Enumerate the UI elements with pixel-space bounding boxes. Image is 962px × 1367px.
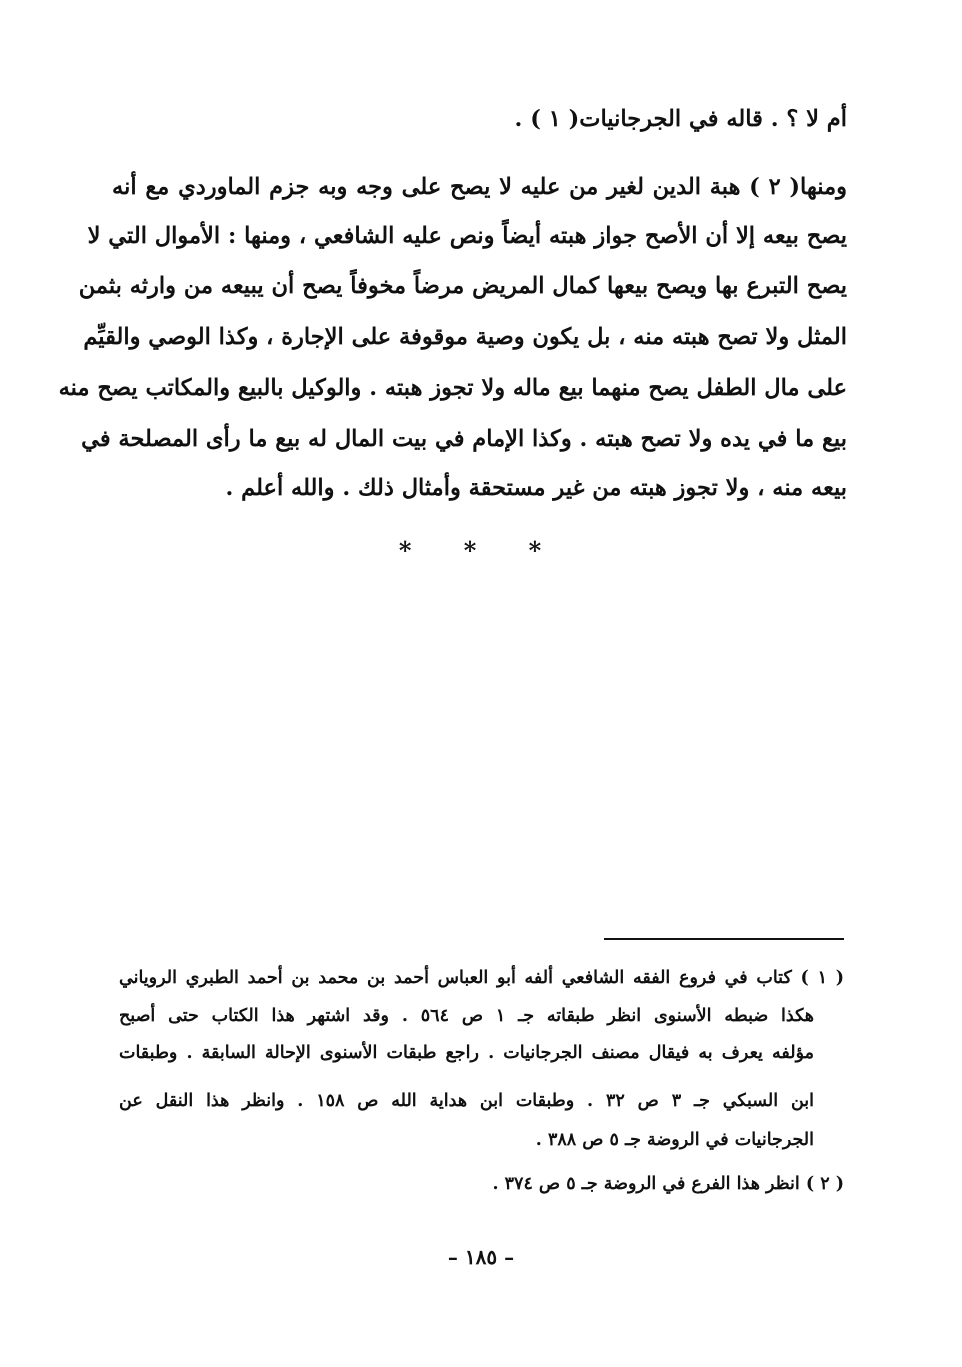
body-line-2: ومنها( ٢ ) هبة الدين لغير من عليه لا يصح على وجه وبه جزم الماوردي مع أنه <box>112 174 847 200</box>
body-line-4: يصح التبرع بها ويصح بيعها كمال المريض مرضاً مخوفاً يصح أن يبيعه من وارثه بثمن <box>78 273 847 299</box>
footnote-rule <box>604 938 844 940</box>
body-line-8: بيعه منه ، ولا تجوز هبته من غير مستحقة وأمثال ذلك . والله أعلم . <box>225 475 847 501</box>
footnote-1-line-5: الجرجانيات في الروضة جـ ٥ ص ٣٨٨ . <box>535 1130 814 1150</box>
body-line-6: على مال الطفل يصح منهما بيع ماله ولا تجوز هبته . والوكيل بالبيع والمكاتب يصح منه <box>58 375 847 401</box>
body-line-1: أم لا ؟ . قاله في الجرجانيات( ١ ) . <box>514 106 847 132</box>
footnote-2: ( ٢ ) انظر هذا الفرع في الروضة جـ ٥ ص ٣٧٤ . <box>492 1174 844 1194</box>
page-number: – ١٨٥ – <box>447 1245 515 1269</box>
body-line-5: المثل ولا تصح هبته منه ، بل يكون وصية موقوفة على الإجارة ، وكذا الوصي والقيِّم <box>83 324 847 350</box>
footnote-1-line-3: مؤلفه يعرف به فيقال مصنف الجرجانيات . راجع طبقات الأسنوى الإحالة السابقة . وطبقات <box>119 1043 814 1063</box>
body-line-7: بيع ما في يده ولا تصح هبته . وكذا الإمام في بيت المال له بيع ما رأى المصلحة في <box>81 426 847 452</box>
section-separator: * * * <box>398 536 564 565</box>
body-line-3: يصح بيعه إلا أن الأصح جواز هبته أيضاً ونص عليه الشافعي ، ومنها : الأموال التي لا <box>87 223 847 249</box>
footnote-1-line-2: هكذا ضبطه الأسنوى انظر طبقاته جـ ١ ص ٥٦٤ . وقد اشتهر هذا الكتاب حتى أصبح <box>119 1006 814 1026</box>
footnote-1-line-4: ابن السبكي جـ ٣ ص ٣٢ . وطبقات ابن هداية الله ص ١٥٨ . وانظر هذا النقل عن <box>119 1091 815 1111</box>
footnote-1-line-1: ( ١ ) كتاب في فروع الفقه الشافعي ألفه أبو العباس أحمد بن محمد بن أحمد الطبري الروياني <box>119 968 845 988</box>
